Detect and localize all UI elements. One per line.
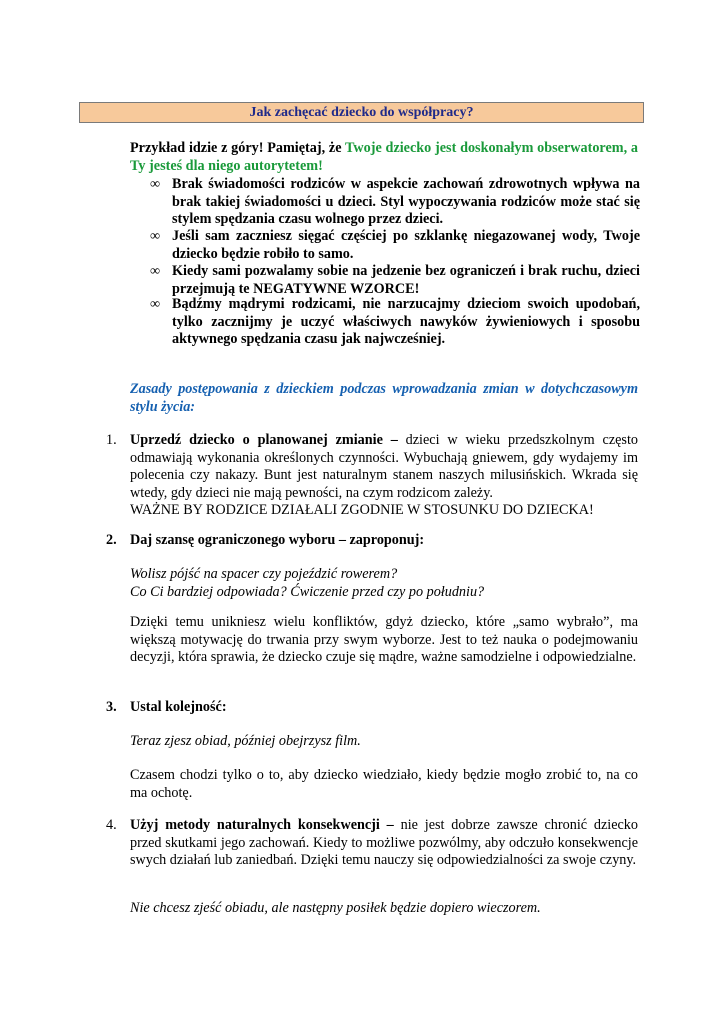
bullet-text: Brak świadomości rodziców w aspekcie zachowań zdrowotnych wpływa na brak takiej świadomości u dzieci. Styl wypoczywania rodziców może stać się stylem spędzania czasu wolnego przez dzieci.	[172, 176, 640, 227]
rule-paragraph	[130, 817, 638, 870]
intro-highlight: Twoje dziecko jest doskonałym obserwatorem, a Ty jesteś dla niego autorytetem!	[130, 140, 638, 174]
infinity-bullet-icon: ∞	[150, 296, 161, 312]
intro-lead: Przykład idzie z góry! Pamiętaj, że	[130, 140, 346, 156]
bullet-item	[150, 228, 640, 263]
rule-heading: Ustal kolejność:	[130, 699, 227, 715]
rule-text: Dzięki temu unikniesz wielu konfliktów, gdyż dziecko, które „samo wybrało”, ma większą motywację do trwania przy swym wyborze. Jest to też nauka o podejmowaniu decyzji, która sprawia, że dziecko czuje się mądre, ważne samodzielne i odpowiedzialne.	[130, 614, 638, 665]
rule-caps-note: WAŻNE BY RODZICE DZIAŁALI ZGODNIE W STOSUNKU DO DZIECKA!	[130, 502, 594, 518]
bullet-text: Jeśli sam zaczniesz sięgać częściej po szklankę niegazowanej wody, Twoje dziecko będzie robiło to samo.	[172, 228, 640, 262]
list-number: 3.	[106, 699, 117, 715]
page-title: Jak zachęcać dziecko do współpracy?	[79, 102, 644, 123]
intro-paragraph	[130, 140, 638, 175]
infinity-bullet-icon: ∞	[150, 176, 161, 192]
infinity-bullet-icon: ∞	[150, 228, 161, 244]
bullet-text: Bądźmy mądrymi rodzicami, nie narzucajmy dzieciom swoich upodobań, tylko zacznijmy je uczyć właściwych nawyków żywieniowych i sposobu aktywnego spędzania czasu jak najwcześniej.	[172, 296, 640, 347]
rule-example: Teraz zjesz obiad, później obejrzysz film.	[130, 733, 361, 749]
infinity-bullet-icon: ∞	[150, 263, 161, 279]
bullet-item	[150, 296, 640, 349]
rule-paragraph	[130, 432, 638, 520]
rule-example: Nie chcesz zjeść obiadu, ale następny posiłek będzie dopiero wieczorem.	[130, 900, 541, 916]
list-number: 4.	[106, 817, 117, 833]
rule-text: nie jest dobrze zawsze chronić dziecko przed skutkami jego zachowań. Kiedy to możliwe pozwólmy, aby odczuło konsekwencje swych działań lub zaniedbań. Dzięki temu nauczy się odpowiedzialności za swoje czyny.	[130, 817, 638, 868]
rule-example	[130, 566, 638, 601]
rule-heading: Uprzedź dziecko o planowanej zmianie –	[130, 432, 398, 448]
bullet-item	[150, 263, 640, 298]
rule-heading: Daj szansę ograniczonego wyboru – zaproponuj:	[130, 532, 425, 548]
section-heading: Zasady postępowania z dzieckiem podczas wprowadzania zmian w dotychczasowym stylu życia:	[130, 381, 638, 415]
rule-text: Czasem chodzi tylko o to, aby dziecko wiedziało, kiedy będzie mogło zrobić to, na co ma ochotę.	[130, 767, 638, 801]
rule-heading: Użyj metody naturalnych konsekwencji –	[130, 817, 394, 833]
bullet-item	[150, 176, 640, 229]
example-line: Wolisz pójść na spacer czy pojeździć rowerem?	[130, 566, 398, 582]
rule-text: dzieci w wieku przedszkolnym często odmawiają wykonania określonych czynności. Wybuchają gniewem, gdy wydajemy im polecenia czy nakazy. Bunt jest naturalnym stanem naszych milusińskich. Wkrada się wtedy, gdy dzieci nie mają pewności, na czym rodzicom zależy.	[130, 432, 638, 501]
list-number: 2.	[106, 532, 117, 548]
example-line: Co Ci bardziej odpowiada? Ćwiczenie przed czy po południu?	[130, 583, 485, 600]
bullet-text: Kiedy sami pozwalamy sobie na jedzenie bez ograniczeń i brak ruchu, dzieci przejmują te NEGATYWNE WZORCE!	[172, 263, 640, 297]
list-number: 1.	[106, 432, 117, 448]
